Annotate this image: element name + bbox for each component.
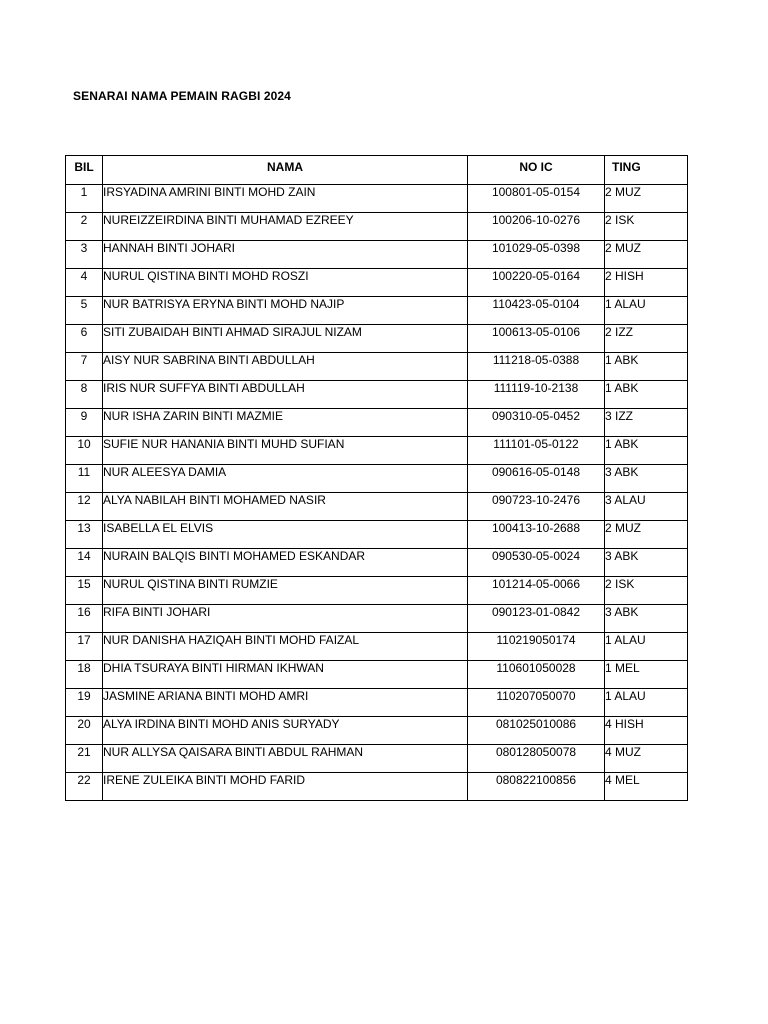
table-row: [66, 381, 688, 409]
page-title: SENARAI NAMA PEMAIN RAGBI 2024: [73, 89, 291, 103]
cell-bil: 22: [66, 773, 103, 801]
cell-nama: JASMINE ARIANA BINTI MOHD AMRI: [103, 689, 468, 717]
table-row: [66, 185, 688, 213]
cell-noic: 080128050078: [468, 745, 605, 773]
cell-noic: 080822100856: [468, 773, 605, 801]
table-row: [66, 745, 688, 773]
cell-nama: NUR BATRISYA ERYNA BINTI MOHD NAJIP: [103, 297, 468, 325]
cell-nama: IRIS NUR SUFFYA BINTI ABDULLAH: [103, 381, 468, 409]
cell-noic: 090530-05-0024: [468, 549, 605, 577]
cell-nama: SUFIE NUR HANANIA BINTI MUHD SUFIAN: [103, 437, 468, 465]
cell-noic: 110207050070: [468, 689, 605, 717]
cell-noic: 101214-05-0066: [468, 577, 605, 605]
table-row: [66, 549, 688, 577]
cell-ting: 1 ALAU: [605, 633, 688, 661]
cell-nama: ISABELLA EL ELVIS: [103, 521, 468, 549]
cell-nama: NUR ALLYSA QAISARA BINTI ABDUL RAHMAN: [103, 745, 468, 773]
cell-nama: IRENE ZULEIKA BINTI MOHD FARID: [103, 773, 468, 801]
cell-noic: 090310-05-0452: [468, 409, 605, 437]
table-row: [66, 689, 688, 717]
cell-bil: 20: [66, 717, 103, 745]
player-table: [65, 155, 688, 801]
cell-nama: NUR DANISHA HAZIQAH BINTI MOHD FAIZAL: [103, 633, 468, 661]
cell-nama: IRSYADINA AMRINI BINTI MOHD ZAIN: [103, 185, 468, 213]
header-nama: NAMA: [103, 156, 468, 185]
cell-bil: 18: [66, 661, 103, 689]
cell-bil: 4: [66, 269, 103, 297]
cell-bil: 5: [66, 297, 103, 325]
cell-ting: 1 ALAU: [605, 689, 688, 717]
cell-noic: 081025010086: [468, 717, 605, 745]
table-row: [66, 493, 688, 521]
cell-ting: 4 MUZ: [605, 745, 688, 773]
table-row: [66, 241, 688, 269]
table-row: [66, 577, 688, 605]
cell-bil: 19: [66, 689, 103, 717]
cell-noic: 110601050028: [468, 661, 605, 689]
cell-noic: 101029-05-0398: [468, 241, 605, 269]
cell-nama: NUREIZZEIRDINA BINTI MUHAMAD EZREEY: [103, 213, 468, 241]
cell-ting: 1 MEL: [605, 661, 688, 689]
cell-noic: 090723-10-2476: [468, 493, 605, 521]
header-noic: NO IC: [468, 156, 605, 185]
cell-ting: 1 ABK: [605, 353, 688, 381]
cell-nama: SITI ZUBAIDAH BINTI AHMAD SIRAJUL NIZAM: [103, 325, 468, 353]
cell-bil: 8: [66, 381, 103, 409]
cell-ting: 2 ISK: [605, 213, 688, 241]
cell-nama: NUR ISHA ZARIN BINTI MAZMIE: [103, 409, 468, 437]
cell-noic: 100413-10-2688: [468, 521, 605, 549]
cell-bil: 3: [66, 241, 103, 269]
cell-nama: DHIA TSURAYA BINTI HIRMAN IKHWAN: [103, 661, 468, 689]
cell-nama: NUR ALEESYA DAMIA: [103, 465, 468, 493]
cell-nama: NURAIN BALQIS BINTI MOHAMED ESKANDAR: [103, 549, 468, 577]
header-ting: TING: [605, 156, 688, 185]
table-header-row: [66, 156, 688, 185]
cell-noic: 100206-10-0276: [468, 213, 605, 241]
cell-ting: 2 HISH: [605, 269, 688, 297]
cell-bil: 12: [66, 493, 103, 521]
table-row: [66, 465, 688, 493]
cell-nama: HANNAH BINTI JOHARI: [103, 241, 468, 269]
cell-noic: 100801-05-0154: [468, 185, 605, 213]
cell-ting: 2 MUZ: [605, 521, 688, 549]
cell-bil: 16: [66, 605, 103, 633]
table-row: [66, 773, 688, 801]
cell-noic: 090123-01-0842: [468, 605, 605, 633]
table-row: [66, 297, 688, 325]
cell-bil: 17: [66, 633, 103, 661]
cell-ting: 2 IZZ: [605, 325, 688, 353]
cell-nama: ALYA NABILAH BINTI MOHAMED NASIR: [103, 493, 468, 521]
cell-bil: 15: [66, 577, 103, 605]
cell-ting: 1 ABK: [605, 437, 688, 465]
cell-noic: 110423-05-0104: [468, 297, 605, 325]
cell-bil: 21: [66, 745, 103, 773]
cell-bil: 2: [66, 213, 103, 241]
table-row: [66, 325, 688, 353]
table-row: [66, 661, 688, 689]
table-body: [66, 185, 688, 801]
cell-noic: 090616-05-0148: [468, 465, 605, 493]
cell-bil: 14: [66, 549, 103, 577]
cell-nama: RIFA BINTI JOHARI: [103, 605, 468, 633]
header-bil: BIL: [66, 156, 103, 185]
cell-ting: 3 ABK: [605, 465, 688, 493]
table-row: [66, 437, 688, 465]
cell-ting: 4 HISH: [605, 717, 688, 745]
cell-ting: 1 ALAU: [605, 297, 688, 325]
cell-ting: 4 MEL: [605, 773, 688, 801]
cell-bil: 13: [66, 521, 103, 549]
cell-ting: 1 ABK: [605, 381, 688, 409]
cell-noic: 100613-05-0106: [468, 325, 605, 353]
table-row: [66, 269, 688, 297]
table-row: [66, 605, 688, 633]
cell-bil: 10: [66, 437, 103, 465]
cell-nama: AISY NUR SABRINA BINTI ABDULLAH: [103, 353, 468, 381]
cell-noic: 110219050174: [468, 633, 605, 661]
cell-ting: 2 MUZ: [605, 241, 688, 269]
cell-ting: 3 IZZ: [605, 409, 688, 437]
table-row: [66, 633, 688, 661]
cell-noic: 100220-05-0164: [468, 269, 605, 297]
cell-ting: 2 MUZ: [605, 185, 688, 213]
cell-ting: 3 ABK: [605, 549, 688, 577]
cell-nama: NURUL QISTINA BINTI MOHD ROSZI: [103, 269, 468, 297]
cell-bil: 9: [66, 409, 103, 437]
cell-bil: 7: [66, 353, 103, 381]
cell-bil: 1: [66, 185, 103, 213]
cell-ting: 2 ISK: [605, 577, 688, 605]
cell-noic: 111218-05-0388: [468, 353, 605, 381]
cell-nama: NURUL QISTINA BINTI RUMZIE: [103, 577, 468, 605]
cell-ting: 3 ABK: [605, 605, 688, 633]
table-row: [66, 521, 688, 549]
table-row: [66, 409, 688, 437]
table-row: [66, 353, 688, 381]
cell-nama: ALYA IRDINA BINTI MOHD ANIS SURYADY: [103, 717, 468, 745]
cell-bil: 6: [66, 325, 103, 353]
cell-ting: 3 ALAU: [605, 493, 688, 521]
cell-bil: 11: [66, 465, 103, 493]
cell-noic: 111119-10-2138: [468, 381, 605, 409]
cell-noic: 111101-05-0122: [468, 437, 605, 465]
table-row: [66, 717, 688, 745]
table-row: [66, 213, 688, 241]
